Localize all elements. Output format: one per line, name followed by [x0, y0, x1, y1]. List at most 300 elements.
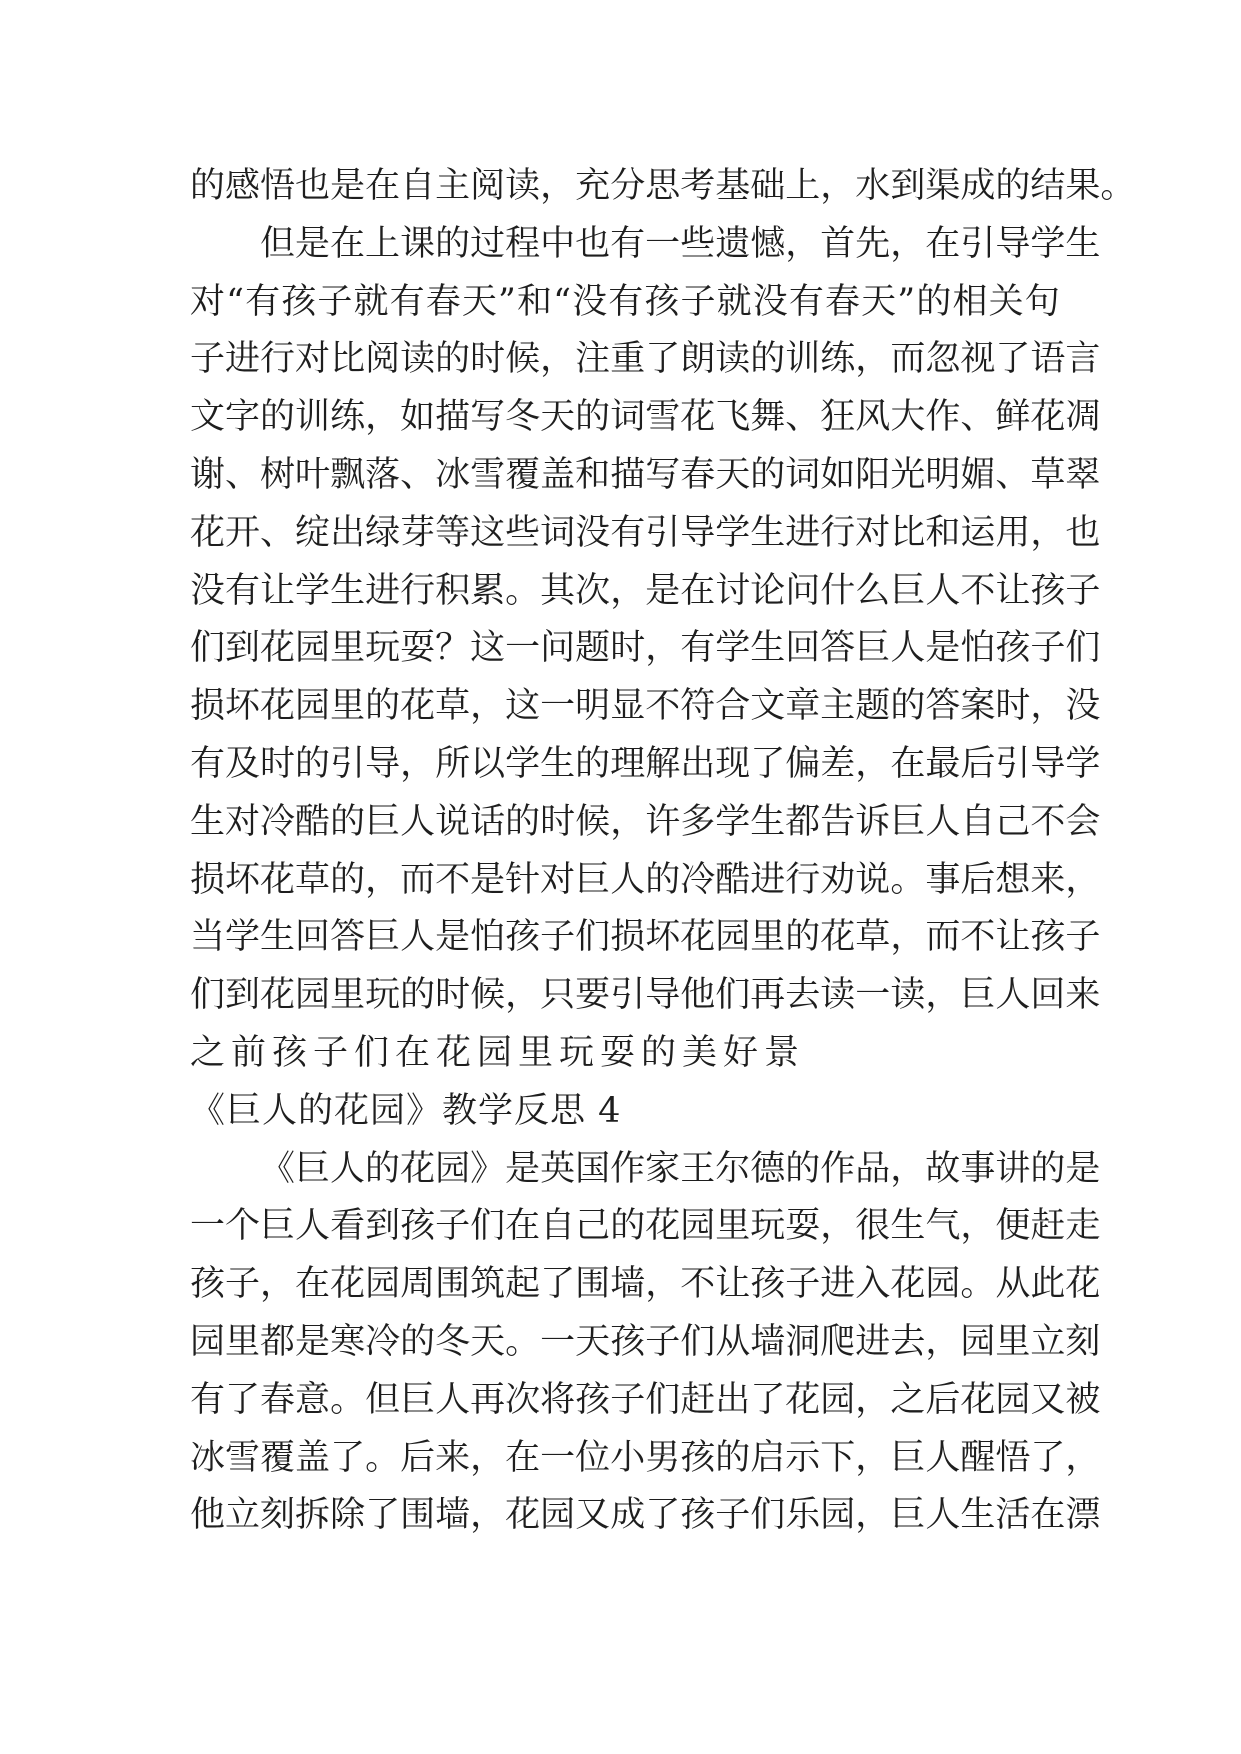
text-char: 的 [575, 397, 611, 438]
text-char: 孩 [644, 281, 680, 322]
text-char: 答 [925, 686, 961, 727]
text-char: 理 [610, 743, 646, 784]
text-char: 的 [715, 1437, 751, 1478]
text-char: 描 [435, 397, 471, 438]
text-char: 渠 [925, 166, 961, 206]
text-char: 、 [260, 512, 296, 553]
text-char: 学 [1065, 743, 1101, 784]
text-char: 思 [645, 166, 681, 206]
text-char: 巨 [960, 975, 996, 1016]
text-char: 冰 [190, 1437, 226, 1478]
text-char: 没 [752, 281, 788, 322]
text-char: 有 [788, 281, 824, 322]
text-char: 时 [610, 628, 646, 669]
text-char: 花 [1030, 397, 1066, 438]
paragraph-line [190, 1487, 1101, 1545]
text-char: 冷 [260, 801, 296, 842]
text-char: 酷 [715, 859, 751, 900]
text-char: 是 [505, 1148, 541, 1189]
text-char: 天 [540, 397, 576, 438]
text-char: 雪 [645, 397, 681, 438]
paragraph-line [190, 331, 1101, 389]
text-char: 冷 [365, 1321, 401, 1362]
text-char: 一 [540, 686, 576, 727]
text-char: 冬 [435, 1321, 471, 1362]
text-char: “ [226, 281, 245, 322]
text-char: 花 [505, 1495, 541, 1536]
text-char: 行 [785, 859, 821, 900]
text-char: 的 [330, 801, 366, 842]
text-char: 之 [890, 1379, 926, 1420]
text-char: 花 [820, 917, 856, 958]
text-char: 到 [365, 1206, 401, 1247]
text-char: 引 [610, 975, 646, 1016]
text-char: 主 [820, 686, 856, 727]
text-char: 花 [890, 1264, 926, 1305]
paragraph-line [190, 794, 1101, 852]
text-char: 进 [785, 512, 821, 553]
text-char: 子 [785, 1264, 821, 1305]
text-char: 对 [225, 801, 261, 842]
text-char: 人 [890, 628, 926, 669]
text-char: 坏 [225, 686, 261, 727]
text-char: 孩 [750, 1264, 786, 1305]
text-char: 基 [715, 166, 751, 206]
text-char: 、 [785, 397, 821, 438]
text-char: 巨 [365, 801, 401, 842]
text-char: 导 [645, 975, 681, 1016]
text-char: ， [645, 628, 681, 669]
text-char: 、 [995, 454, 1031, 495]
text-char: 读 [505, 166, 541, 206]
text-char: 花 [400, 1148, 436, 1189]
text-char: 朗 [680, 339, 716, 380]
text-char: 个 [225, 1206, 261, 1247]
text-char: 次 [505, 1379, 541, 1420]
text-char: 和 [575, 454, 611, 495]
text-char: 里 [330, 628, 366, 669]
text-char: 们 [750, 1495, 786, 1536]
text-char: 又 [575, 1495, 611, 1536]
text-char: 们 [645, 1379, 681, 1420]
text-char: 刻 [1065, 1321, 1101, 1362]
text-char: 上 [785, 166, 821, 206]
text-char: 只 [540, 975, 576, 1016]
text-char: 子 [1065, 570, 1101, 611]
text-char: 人 [435, 1379, 471, 1420]
text-char: 落 [365, 454, 401, 495]
paragraph-line [190, 852, 1101, 910]
text-char: 的 [505, 801, 541, 842]
text-char: 玩 [365, 628, 401, 669]
text-char: 花 [1065, 1264, 1101, 1305]
text-char: 。 [330, 1379, 366, 1420]
text-char: 家 [645, 1148, 681, 1189]
text-char: 耍 [785, 1206, 821, 1247]
text-char: 、 [400, 454, 436, 495]
text-char: 生 [1065, 223, 1101, 264]
text-char: ， [470, 1495, 506, 1536]
text-char: 孩 [1030, 917, 1066, 958]
text-char: 人 [330, 1148, 366, 1189]
text-char: 的 [785, 1148, 821, 1189]
paragraph-line [190, 216, 1101, 274]
text-char: 一 [190, 1206, 226, 1247]
text-char: 花 [645, 1206, 681, 1247]
text-char: 生 [750, 801, 786, 842]
text-char: 。 [1100, 166, 1136, 206]
text-char: 酷 [295, 801, 331, 842]
text-char: 有 [245, 281, 281, 322]
paragraph-line [190, 1430, 1101, 1488]
text-char: 些 [505, 512, 541, 553]
text-char: 盖 [295, 1437, 331, 1478]
text-char: 赶 [680, 1379, 716, 1420]
text-char: 用 [995, 512, 1031, 553]
text-char: 回 [295, 917, 331, 958]
text-char: 学 [225, 917, 261, 958]
text-char: 到 [225, 628, 261, 669]
text-char: 也 [295, 166, 331, 206]
text-char: 去 [785, 975, 821, 1016]
text-char: 的 [610, 1206, 646, 1247]
text-char: 练 [330, 397, 366, 438]
text-char: 什 [820, 570, 856, 611]
text-char: 天 [861, 281, 897, 322]
text-char: 在 [505, 1437, 541, 1478]
text-char: 花 [260, 686, 296, 727]
text-char: 没 [1065, 686, 1101, 727]
text-char: 从 [715, 1321, 751, 1362]
text-char: 就 [353, 281, 389, 322]
text-char: 显 [610, 686, 646, 727]
text-char: 巨 [855, 628, 891, 669]
text-char: 水 [855, 166, 891, 206]
text-char: 墙 [610, 1264, 646, 1305]
text-char: 和 [517, 281, 553, 322]
text-char: 到 [890, 166, 926, 206]
text-char: 人 [925, 1495, 961, 1536]
text-char: 导 [680, 512, 716, 553]
text-char: 也 [575, 223, 611, 264]
paragraph-line [190, 909, 1101, 967]
text-char: 后 [400, 1437, 436, 1478]
text-char: 让 [260, 570, 296, 611]
text-char: 去 [890, 1321, 926, 1362]
text-char: 有 [610, 512, 646, 553]
text-char: 人 [295, 1206, 331, 1247]
text-char: 小 [610, 1437, 646, 1478]
text-char: 子 [610, 1379, 646, 1420]
text-char: 草 [1030, 454, 1066, 495]
text-char: 从 [995, 1264, 1031, 1305]
text-char: 语 [1030, 339, 1066, 380]
text-char: 论 [750, 570, 786, 611]
text-char: 己 [575, 1206, 611, 1247]
text-char: 最 [925, 743, 961, 784]
text-char: 是 [1065, 1148, 1101, 1189]
paragraph-line [190, 1256, 1101, 1314]
paragraph-line [190, 1198, 1101, 1256]
text-char: 园 [435, 1148, 471, 1189]
text-char: 训 [295, 397, 331, 438]
paragraph-line [190, 447, 1101, 505]
text-char: ， [610, 570, 646, 611]
text-char: 首 [820, 223, 856, 264]
text-char: 的 [400, 975, 436, 1016]
text-char: 、 [960, 397, 996, 438]
text-char: 花 [260, 975, 296, 1016]
text-char: 自 [960, 801, 996, 842]
text-char: 生 [540, 743, 576, 784]
text-char: 们 [190, 628, 226, 669]
text-char: 考 [680, 166, 716, 206]
text-char: 说 [855, 859, 891, 900]
text-char: 等 [435, 512, 471, 553]
paragraph-line [190, 158, 1136, 216]
text-char: 的 [365, 1148, 401, 1189]
text-char: 子 [540, 917, 576, 958]
text-char: 在 [680, 570, 716, 611]
text-char: 风 [855, 397, 891, 438]
text-char: 一 [855, 975, 891, 1016]
text-char: 重 [610, 339, 646, 380]
text-char: 巨 [260, 1206, 296, 1247]
text-char: 在 [330, 223, 366, 264]
text-char: 们 [470, 1206, 506, 1247]
text-char: 是 [925, 628, 961, 669]
text-char: 里 [330, 686, 366, 727]
text-char: ， [820, 166, 856, 206]
text-char: 是 [435, 917, 471, 958]
text-char: 他 [190, 1495, 226, 1536]
text-char: 天 [470, 1321, 506, 1362]
text-char: 位 [575, 1437, 611, 1478]
text-char: 此 [1030, 1264, 1066, 1305]
text-char: 一 [505, 628, 541, 669]
text-char: 的 [435, 223, 471, 264]
text-char: 学 [715, 801, 751, 842]
text-char: 成 [610, 1495, 646, 1536]
text-char: 子 [680, 281, 716, 322]
text-char: 阳 [855, 454, 891, 495]
text-char: 了 [330, 1437, 366, 1478]
text-char: 飞 [715, 397, 751, 438]
text-char: 事 [925, 859, 961, 900]
text-char: 了 [365, 1495, 401, 1536]
text-char: 鲜 [995, 397, 1031, 438]
text-char: 中 [540, 223, 576, 264]
text-char: 说 [435, 801, 471, 842]
text-char: 又 [1030, 1379, 1066, 1420]
text-char: 子 [715, 1495, 751, 1536]
paragraph-line [190, 736, 1101, 794]
text-char: 是 [645, 570, 681, 611]
text-char: 在 [925, 223, 961, 264]
text-char: 么 [855, 570, 891, 611]
text-char: 让 [995, 917, 1031, 958]
text-char: 到 [225, 975, 261, 1016]
text-char: 凋 [1065, 397, 1101, 438]
text-char: 损 [610, 917, 646, 958]
text-char: 让 [715, 1264, 751, 1305]
text-char: 园 [295, 628, 331, 669]
text-char: 人 [400, 917, 436, 958]
text-char: 除 [330, 1495, 366, 1536]
text-char: 有 [389, 281, 425, 322]
text-char: 叶 [295, 454, 331, 495]
text-char: 在 [295, 1264, 331, 1305]
text-char: 英 [540, 1148, 576, 1189]
text-char: 次 [575, 570, 611, 611]
text-char: 答 [330, 917, 366, 958]
text-char: 花 [680, 397, 716, 438]
text-char: 走 [1065, 1206, 1101, 1247]
text-char: 积 [435, 570, 471, 611]
text-char: 没 [572, 281, 608, 322]
text-char: 子 [190, 339, 226, 380]
text-char: 国 [575, 1148, 611, 1189]
text-char: 出 [715, 1379, 751, 1420]
text-char: 花 [260, 628, 296, 669]
text-char: 劝 [820, 859, 856, 900]
text-char: 以 [470, 743, 506, 784]
text-char: ， [400, 743, 436, 784]
text-char: 很 [855, 1206, 891, 1247]
text-char: 入 [855, 1264, 891, 1305]
text-char: 阅 [365, 339, 401, 380]
text-char: 告 [820, 801, 856, 842]
text-char: 想 [995, 859, 1031, 900]
text-char: 巨 [890, 1495, 926, 1536]
text-char: 再 [750, 975, 786, 1016]
text-char: 的 [916, 281, 952, 322]
text-char: 园 [925, 1264, 961, 1305]
text-char: ， [890, 223, 926, 264]
text-char: 活 [995, 1495, 1031, 1536]
text-char: ， [1065, 859, 1101, 900]
text-char: 这 [470, 512, 506, 553]
text-char: 这 [470, 628, 506, 669]
paragraph-line [190, 1314, 1101, 1372]
text-char: 的 [190, 166, 226, 206]
text-char: 花 [960, 1379, 996, 1420]
text-char: 春 [825, 281, 861, 322]
text-char: 墙 [435, 1495, 471, 1536]
text-char: 刻 [260, 1495, 296, 1536]
text-char: 题 [855, 686, 891, 727]
text-char: 孩 [400, 1206, 436, 1247]
text-char: 被 [1065, 1379, 1101, 1420]
text-char: 损 [190, 686, 226, 727]
text-char: 围 [400, 1495, 436, 1536]
text-char: 现 [715, 743, 751, 784]
text-char: 引 [960, 223, 996, 264]
text-char: 写 [470, 397, 506, 438]
text-char: 一 [645, 223, 681, 264]
text-char: ， [890, 917, 926, 958]
text-char: 憾 [750, 223, 786, 264]
text-char: 来 [1030, 859, 1066, 900]
text-char: 们 [575, 917, 611, 958]
text-char: 读 [820, 975, 856, 1016]
text-char: 草 [435, 686, 471, 727]
text-char: 德 [750, 1148, 786, 1189]
text-char: 里 [225, 1321, 261, 1362]
text-char: 时 [995, 686, 1031, 727]
paragraph-line [190, 678, 1101, 736]
text-char: “ [553, 281, 572, 322]
text-char: 开 [225, 512, 261, 553]
text-char: 进 [855, 1321, 891, 1362]
text-char: 不 [435, 859, 471, 900]
text-char: ， [1065, 1437, 1101, 1478]
text-char: 作 [925, 397, 961, 438]
text-char: ， [540, 339, 576, 380]
text-char: 学 [505, 743, 541, 784]
text-char: 答 [820, 628, 856, 669]
paragraph-line [190, 389, 1101, 447]
text-char: 悟 [260, 166, 296, 206]
text-char: 大 [890, 397, 926, 438]
text-char: 光 [890, 454, 926, 495]
text-char: 生 [890, 1206, 926, 1247]
text-char: 耍 [400, 628, 436, 669]
text-char: 导 [995, 223, 1031, 264]
text-char: 不 [680, 1264, 716, 1305]
text-char: 先 [855, 223, 891, 264]
text-char: 有 [610, 223, 646, 264]
text-char: 子 [435, 1206, 471, 1247]
text-char: 作 [820, 1148, 856, 1189]
text-char: 进 [820, 1264, 856, 1305]
text-char: 们 [190, 975, 226, 1016]
text-char: 练 [820, 339, 856, 380]
text-char: 了 [645, 1495, 681, 1536]
text-char: 文 [190, 397, 226, 438]
text-char: 的 [995, 166, 1031, 206]
text-char: 园 [820, 1379, 856, 1420]
text-char: 来 [1065, 975, 1101, 1016]
text-char: 花 [260, 859, 296, 900]
section-heading: 《巨人的花园》教学反思 4 [190, 1090, 622, 1131]
text-char: 在 [1030, 1495, 1066, 1536]
text-char: 如 [400, 397, 436, 438]
text-char: 解 [645, 743, 681, 784]
text-char: 不 [645, 686, 681, 727]
text-char: 许 [645, 801, 681, 842]
text-char: 是 [295, 1321, 331, 1362]
text-char: 人 [400, 801, 436, 842]
text-char: 充 [575, 166, 611, 206]
text-char: 了 [225, 1379, 261, 1420]
text-char: 让 [995, 570, 1031, 611]
text-char: 人 [925, 801, 961, 842]
text-char: 讨 [715, 570, 751, 611]
text-char: 在 [890, 743, 926, 784]
text-char: 的 [750, 454, 786, 495]
text-char: 园 [820, 1495, 856, 1536]
text-char: 子 [1065, 917, 1101, 958]
text-char: 了 [540, 1264, 576, 1305]
text-char: 的 [330, 859, 366, 900]
text-char: 来 [435, 1437, 471, 1478]
text-char: 词 [610, 397, 646, 438]
text-char: 意 [295, 1379, 331, 1420]
text-char: ， [470, 1437, 506, 1478]
text-char: 词 [540, 512, 576, 553]
text-char: ， [925, 1321, 961, 1362]
